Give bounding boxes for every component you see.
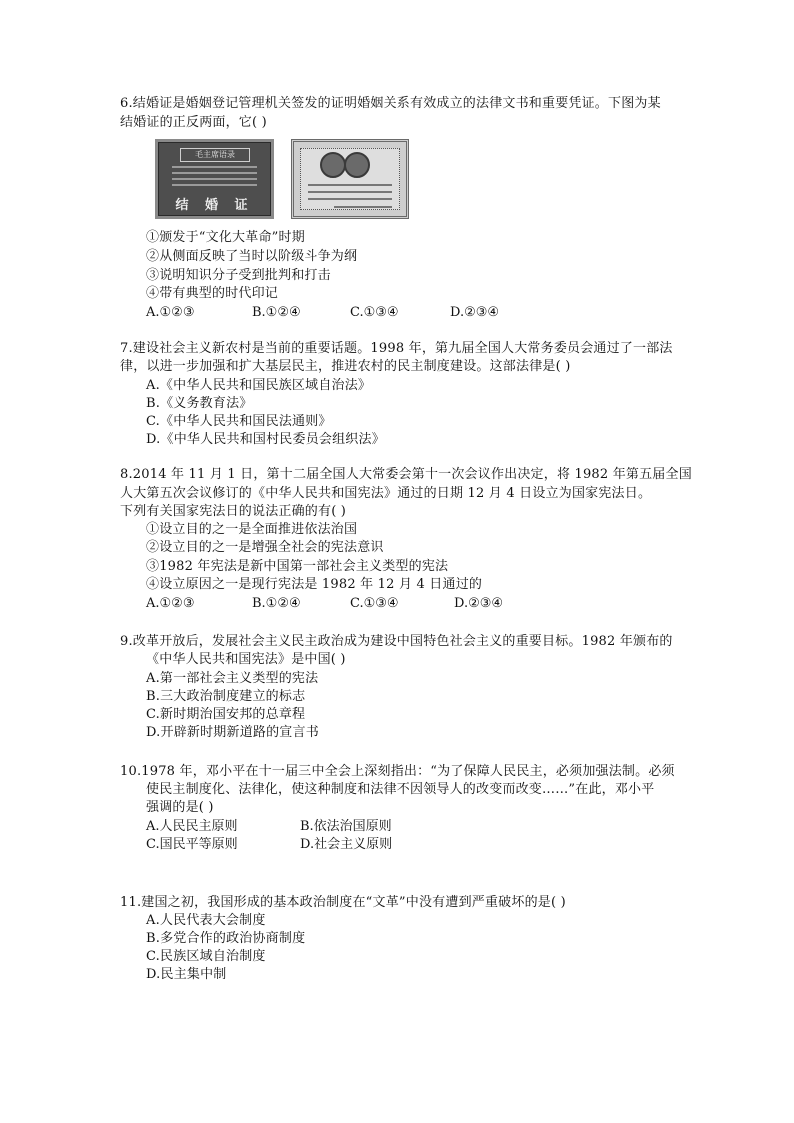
q6-stem-line1: 6.结婚证是婚姻登记管理机关签发的证明婚姻关系有效成立的法律文书和重要凭证。下图为某 <box>120 96 661 111</box>
q7-stem-line1: 7.建设社会主义新农村是当前的重要话题。1998 年，第九届全国人大常务委员会通过了一部法 <box>120 341 673 356</box>
q7-option-a[interactable]: A.《中华人民共和国民族区域自治法》 <box>146 378 372 393</box>
q7-stem-line2: 律，以进一步加强和扩大基层民主，推进农村的民主制度建设。这部法律是( ) <box>120 359 571 374</box>
q11-option-a[interactable]: A.人民代表大会制度 <box>146 913 266 928</box>
q11-option-b[interactable]: B.多党合作的政治协商制度 <box>146 931 306 946</box>
q8-stem-line3: 下列有关国家宪法日的说法正确的有( ) <box>120 504 347 519</box>
q7-option-b[interactable]: B.《义务教育法》 <box>146 396 253 411</box>
q8-option-a[interactable]: A.①②③ <box>146 596 195 611</box>
q6-item-2: ②从侧面反映了当时以阶级斗争为纲 <box>146 249 358 264</box>
certificate-text-line <box>172 166 257 168</box>
q10-stem-line1: 10.1978 年，邓小平在十一届三中全会上深刻指出：“为了保障人民民主，必须加强法制。必须 <box>120 764 675 779</box>
marriage-certificate-front-image <box>155 139 274 219</box>
certificate-text-line <box>308 198 392 200</box>
q8-option-d[interactable]: D.②③④ <box>454 596 504 611</box>
q11-stem-line1: 11.建国之初，我国形成的基本政治制度在“文革”中没有遭到严重破坏的是( ) <box>120 895 566 910</box>
certificate-title: 结 婚 证 <box>175 198 254 213</box>
q6-item-3: ③说明知识分子受到批判和打击 <box>146 268 331 283</box>
certificate-text-line <box>308 191 392 193</box>
q10-option-b[interactable]: B.依法治国原则 <box>300 819 392 834</box>
certificate-text-line <box>334 206 392 208</box>
q6-option-d[interactable]: D.②③④ <box>450 305 500 320</box>
q9-option-a[interactable]: A.第一部社会主义类型的宪法 <box>146 671 319 686</box>
q6-item-4: ④带有典型的时代印记 <box>146 286 279 301</box>
q8-item-3: ③1982 年宪法是新中国第一部社会主义类型的宪法 <box>146 559 449 574</box>
q11-option-c[interactable]: C.民族区域自治制度 <box>146 949 266 964</box>
q8-item-2: ②设立目的之一是增强全社会的宪法意识 <box>146 540 384 555</box>
flower-emblem-icon <box>344 152 370 178</box>
certificate-text-line <box>172 172 257 174</box>
q9-option-d[interactable]: D.开辟新时期新道路的宣言书 <box>146 725 319 740</box>
q8-item-4: ④设立原因之一是现行宪法是 1982 年 12 月 4 日通过的 <box>146 577 483 592</box>
q8-stem-line2: 人大第五次会议修订的《中华人民共和国宪法》通过的日期 12 月 4 日设立为国家宪法日。 <box>120 486 652 501</box>
q10-option-a[interactable]: A.人民民主原则 <box>146 819 238 834</box>
q11-option-d[interactable]: D.民主集中制 <box>146 967 227 982</box>
certificate-text-line <box>308 184 392 186</box>
q10-stem-line2: 使民主制度化、法律化，使这种制度和法律不因领导人的改变而改变……”在此，邓小平 <box>146 782 655 797</box>
q8-item-1: ①设立目的之一是全面推进依法治国 <box>146 522 358 537</box>
q9-option-b[interactable]: B.三大政治制度建立的标志 <box>146 689 306 704</box>
q8-option-c[interactable]: C.①③④ <box>350 596 399 611</box>
q7-option-c[interactable]: C.《中华人民共和国民法通则》 <box>146 414 332 429</box>
q6-stem-line2: 结婚证的正反两面，它( ) <box>120 115 267 130</box>
q9-option-c[interactable]: C.新时期治国安邦的总章程 <box>146 707 306 722</box>
certificate-banner: 毛主席语录 <box>180 148 250 162</box>
q10-stem-line3: 强调的是( ) <box>146 800 214 815</box>
q10-option-d[interactable]: D.社会主义原则 <box>300 837 393 852</box>
q6-option-a[interactable]: A.①②③ <box>146 305 195 320</box>
q6-option-c[interactable]: C.①③④ <box>350 305 399 320</box>
q9-stem-line1: 9.改革开放后，发展社会主义民主政治成为建设中国特色社会主义的重要目标。1982 年颁布的 <box>120 634 673 649</box>
q9-stem-line2: 《中华人民共和国宪法》是中国( ) <box>146 652 346 667</box>
q8-option-b[interactable]: B.①②④ <box>252 596 301 611</box>
marriage-certificate-back-image <box>291 139 409 219</box>
q8-stem-line1: 8.2014 年 11 月 1 日，第十二届全国人大常委会第十一次会议作出决定，将 1982 年第五届全国 <box>120 467 692 482</box>
q6-option-b[interactable]: B.①②④ <box>252 305 301 320</box>
flower-emblem-icon <box>320 152 346 178</box>
certificate-text-line <box>172 184 257 186</box>
q7-option-d[interactable]: D.《中华人民共和国村民委员会组织法》 <box>146 432 385 447</box>
q10-option-c[interactable]: C.国民平等原则 <box>146 837 238 852</box>
certificate-text-line <box>172 178 257 180</box>
q6-item-1: ①颁发于“文化大革命”时期 <box>146 230 305 245</box>
